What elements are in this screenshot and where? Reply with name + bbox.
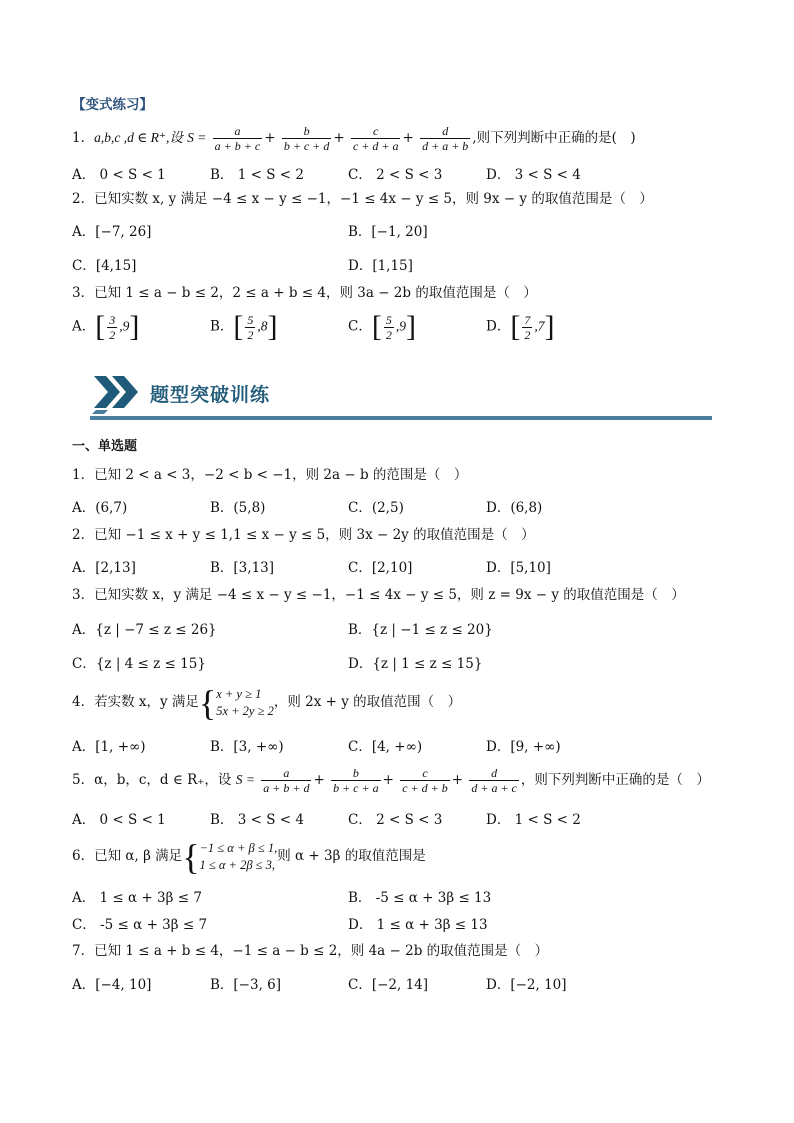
fraction: $\frac{a}{a + b + c}$ <box>214 124 261 153</box>
fraction: $\frac{d}{d + a + c}$ <box>471 766 517 795</box>
banner-underline <box>90 416 712 420</box>
option-c[interactable]: C．(2,5) <box>348 500 404 516</box>
option-a[interactable]: A．[1, +∞) <box>72 739 146 755</box>
option-d[interactable]: D．[1,15] <box>348 258 413 274</box>
fraction: $\frac{c}{c + d + b}$ <box>402 766 448 795</box>
option-b[interactable]: B．{z | −1 ≤ z ≤ 20} <box>348 622 493 638</box>
option-d[interactable]: D．[9, +∞) <box>486 739 561 755</box>
double-chevron-right-icon <box>92 374 144 414</box>
option-b[interactable]: B． 3 < S < 4 <box>210 812 304 828</box>
option-a[interactable]: A． 1 ≤ α + 3β ≤ 7 <box>72 890 202 906</box>
option-a[interactable]: A．[−7, 26] <box>72 224 152 240</box>
brace: { <box>198 682 217 723</box>
option-d[interactable]: D． 3 < S < 4 <box>486 167 581 183</box>
fraction: $\frac{c}{c + d + a}$ <box>352 124 399 153</box>
option-b[interactable]: B．[−3, 6] <box>210 977 282 993</box>
question-4: 4．若实数 x，y 满足{ x + y ≥ 1 5x + 2y ≥ 2 ，则 2x + y 的取值范围（ ） <box>72 682 462 723</box>
question-vars: a,b,c ,d ∈ R⁺,设 <box>94 130 183 145</box>
question-number: 1． <box>72 130 95 146</box>
option-d[interactable]: D． 1 ≤ α + 3β ≤ 13 <box>348 917 488 933</box>
inequality-system: −1 ≤ α + β ≤ 1, 1 ≤ α + 2β ≤ 3, <box>199 840 278 872</box>
fraction: $\frac{a}{a + b + d}$ <box>263 766 310 795</box>
fraction: $\frac{d}{d + a + b}$ <box>422 124 469 153</box>
question-5: 5．α，b，c，d ∈ R₊，设 S = $\frac{a}{a + b + d}$ + $\frac{b}{b + c + a}$ + $\frac{c}{c + d + b}$ + $\frac{d}{d + a + c}$ ，则下列判断中正确的是（ ） <box>72 766 710 795</box>
option-a[interactable]: A． 0 < S < 1 <box>72 167 166 183</box>
option-c[interactable]: C．[2,10] <box>348 560 413 576</box>
option-d[interactable]: D．{z | 1 ≤ z ≤ 15} <box>348 656 483 672</box>
option-a[interactable]: A．{z | −7 ≤ z ≤ 26} <box>72 622 217 638</box>
option-d[interactable]: D．(6,8) <box>486 500 543 516</box>
option-b[interactable]: B．[ $\frac{5}{2}$ ,8] <box>210 310 278 343</box>
option-c[interactable]: C． 2 < S < 3 <box>348 812 443 828</box>
question-tail: ,则下列判断中正确的是( ) <box>472 130 636 146</box>
inequality-system: x + y ≥ 1 5x + 2y ≥ 2 <box>216 686 274 718</box>
option-b[interactable]: B． 1 < S < 2 <box>210 167 304 183</box>
question-6: 6．已知 α, β 满足{ −1 ≤ α + β ≤ 1, 1 ≤ α + 2β ≤ 3, 则 α + 3β 的取值范围是 <box>72 836 426 877</box>
option-a[interactable]: A．[−4, 10] <box>72 977 152 993</box>
option-d[interactable]: D． 1 < S < 2 <box>486 812 581 828</box>
option-d[interactable]: D．[−2, 10] <box>486 977 567 993</box>
option-c[interactable]: C．[−2, 14] <box>348 977 429 993</box>
option-b[interactable]: B．[3, +∞) <box>210 739 284 755</box>
section-title: 【变式练习】 <box>72 97 153 113</box>
fraction: $\frac{b}{b + c + d}$ <box>283 124 330 153</box>
option-c[interactable]: C．[ $\frac{5}{2}$ ,9] <box>348 310 416 343</box>
option-b[interactable]: B．(5,8) <box>210 500 266 516</box>
option-a[interactable]: A．[2,13] <box>72 560 136 576</box>
option-b[interactable]: B．[−1, 20] <box>348 224 428 240</box>
option-b[interactable]: B． -5 ≤ α + 3β ≤ 13 <box>348 890 492 906</box>
question-1: 1．已知 2 < a < 3，−2 < b < −1，则 2a − b 的范围是（ ） <box>72 467 468 483</box>
fraction: $\frac{b}{b + c + a}$ <box>333 766 379 795</box>
option-a[interactable]: A．[ $\frac{3}{2}$ ,9] <box>72 310 140 343</box>
brace: { <box>182 836 200 877</box>
option-c[interactable]: C．[4, +∞) <box>348 739 423 755</box>
question-v2: 2．已知实数 x, y 满足 −4 ≤ x − y ≤ −1，−1 ≤ 4x − y ≤ 5，则 9x − y 的取值范围是（ ） <box>72 191 653 207</box>
banner-title: 题型突破训练 <box>150 384 271 406</box>
option-c[interactable]: C． 2 < S < 3 <box>348 167 443 183</box>
s-eq: S = <box>187 130 207 145</box>
option-a[interactable]: A．(6,7) <box>72 500 128 516</box>
question-3: 3．已知实数 x，y 满足 −4 ≤ x − y ≤ −1，−1 ≤ 4x − y ≤ 5，则 z = 9x − y 的取值范围是（ ） <box>72 587 685 603</box>
question-v3: 3．已知 1 ≤ a − b ≤ 2，2 ≤ a + b ≤ 4，则 3a − 2b 的取值范围是（ ） <box>72 285 537 301</box>
option-c[interactable]: C． -5 ≤ α + 3β ≤ 7 <box>72 917 208 933</box>
option-d[interactable]: D．[5,10] <box>486 560 551 576</box>
option-c[interactable]: C．{z | 4 ≤ z ≤ 15} <box>72 656 206 672</box>
section-heading: 一、单选题 <box>72 439 138 454</box>
option-b[interactable]: B．[3,13] <box>210 560 275 576</box>
option-a[interactable]: A． 0 < S < 1 <box>72 812 166 828</box>
option-d[interactable]: D．[ $\frac{7}{2}$ ,7] <box>486 310 555 343</box>
question-v1: 1．a,b,c ,d ∈ R⁺,设 S = $\frac{a}{a + b + c}$ + $\frac{b}{b + c + d}$ + $\frac{c}{c + d + a}$ + $\frac{d}{d + a + b}$ ,则下列判断中正确的是( ) <box>72 124 636 153</box>
section-banner <box>90 372 712 420</box>
option-c[interactable]: C．[4,15] <box>72 258 137 274</box>
question-7: 7．已知 1 ≤ a + b ≤ 4，−1 ≤ a − b ≤ 2，则 4a − 2b 的取值范围是（ ） <box>72 943 549 959</box>
question-2: 2．已知 −1 ≤ x + y ≤ 1,1 ≤ x − y ≤ 5，则 3x − 2y 的取值范围是（ ） <box>72 527 535 543</box>
